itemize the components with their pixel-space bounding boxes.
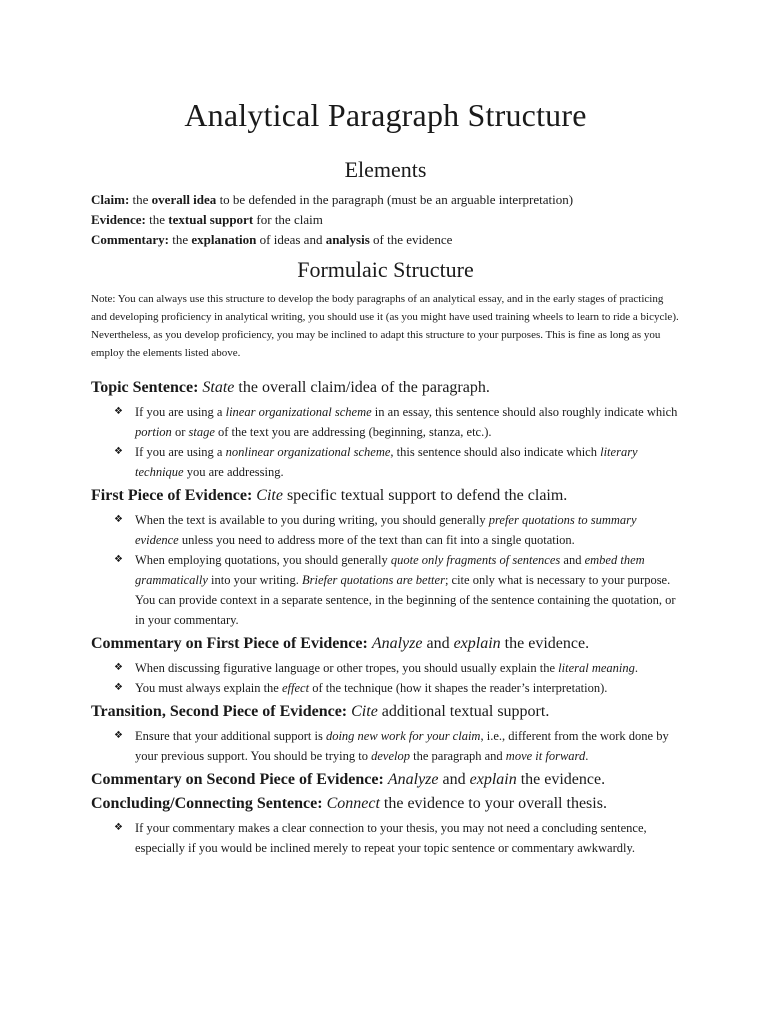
italic-text: Analyze xyxy=(387,771,439,788)
bold-text: First Piece of Evidence: xyxy=(91,487,253,504)
text-run: the xyxy=(145,212,169,227)
bullet-list xyxy=(91,510,680,630)
bold-text: Commentary on Second Piece of Evidence: xyxy=(91,771,384,788)
text-run: the evidence to your overall thesis. xyxy=(379,795,607,812)
bullet-list xyxy=(91,818,680,858)
italic-text: nonlinear organizational scheme xyxy=(225,445,391,459)
text-run: If you are using a xyxy=(135,445,226,459)
bullet-item xyxy=(114,550,680,630)
text-run: into your writing. xyxy=(207,573,303,587)
section-heading xyxy=(91,768,680,792)
diamond-bullet-icon: ❖ xyxy=(114,682,123,693)
bullet-item xyxy=(114,510,680,550)
text-run: unless you need to address more of the text than can fit into a single quotation. xyxy=(178,533,575,547)
italic-text: literal meaning xyxy=(558,661,635,675)
bold-text: Claim: xyxy=(91,192,130,207)
bold-text: Commentary on First Piece of Evidence: xyxy=(91,635,368,652)
text-run: When discussing figurative language or other tropes, you should usually explain the xyxy=(135,661,559,675)
page-title: Analytical Paragraph Structure xyxy=(184,97,587,133)
bullet-item xyxy=(114,658,680,678)
bullet-item xyxy=(114,678,680,698)
text-run: When employing quotations, you should generally xyxy=(135,553,391,567)
text-run: , this sentence should also indicate which xyxy=(390,445,601,459)
bold-text: Topic Sentence: xyxy=(91,379,199,396)
diamond-bullet-icon: ❖ xyxy=(114,446,123,457)
bullet-item xyxy=(114,726,680,766)
bold-text: explanation xyxy=(191,232,257,247)
text-run: or xyxy=(171,425,189,439)
italic-text: Cite xyxy=(351,703,378,720)
italic-text: prefer quotations to summary evidence xyxy=(135,513,637,547)
formulaic-structure-heading: Formulaic Structure xyxy=(297,257,474,282)
bold-text: textual support xyxy=(168,212,254,227)
bullet-item xyxy=(114,402,680,442)
italic-text: stage xyxy=(188,425,215,439)
text-run: the paragraph and xyxy=(410,749,506,763)
italic-text: Analyze xyxy=(371,635,423,652)
text-run: If you are using a xyxy=(135,405,226,419)
text-run: . xyxy=(634,661,639,675)
text-run: ; cite only what is necessary to your purpose. You can provide context in a separate sentence, in the beginning of the sentence containing the quotation, or in your commentary. xyxy=(135,573,676,627)
section-heading xyxy=(91,700,680,724)
text-run: of the technique (how it shapes the reader’s interpretation). xyxy=(309,681,608,695)
text-run: When the text is available to you during writing, you should generally xyxy=(135,513,489,527)
structure-sections xyxy=(91,376,680,858)
text-run: If your commentary makes a clear connection to your thesis, you may not need a concluding sentence, especially if you would be inclined merely to repeat your topic sentence or commentary awkwardly. xyxy=(135,821,647,855)
text-run: additional textual support. xyxy=(377,703,550,720)
note-paragraph: Note: You can always use this structure to develop the body paragraphs of an analytical essay, and in the early stages of practicing and developing proficiency in analytical writing, you should use it (as you might have used training wheels to learn to ride a bicycle). Nevertheless, as you develop proficiency, you may be inclined to adapt this structure to your purposes. This is fine as long as you employ the elements listed above. xyxy=(91,293,679,359)
section-heading xyxy=(91,632,680,656)
text-run: , i.e., different from the work done by your previous support. You should be trying to xyxy=(135,729,669,763)
text-run: you are addressing. xyxy=(183,465,284,479)
text-run: the overall claim/idea of the paragraph. xyxy=(234,379,490,396)
diamond-bullet-icon: ❖ xyxy=(114,514,123,525)
bold-text: overall idea xyxy=(151,192,217,207)
definition-row xyxy=(91,190,680,210)
text-run: and xyxy=(422,635,454,652)
text-run: to be defended in the paragraph (must be an arguable interpretation) xyxy=(216,192,574,207)
italic-text: linear organizational scheme xyxy=(225,405,372,419)
text-run: and xyxy=(438,771,470,788)
definition-row xyxy=(91,210,680,230)
bullet-item xyxy=(114,818,680,858)
bullet-list xyxy=(91,402,680,482)
section-heading xyxy=(91,792,680,816)
bold-text: Concluding/Connecting Sentence: xyxy=(91,795,323,812)
bullet-list xyxy=(91,726,680,766)
diamond-bullet-icon: ❖ xyxy=(114,822,123,833)
italic-text: embed them grammatically xyxy=(135,553,645,587)
text-run: You must always explain the xyxy=(135,681,282,695)
text-run: the xyxy=(129,192,152,207)
text-run: for the claim xyxy=(253,212,323,227)
bullet-list xyxy=(91,658,680,698)
definition-row xyxy=(91,230,680,250)
text-run: the xyxy=(168,232,192,247)
italic-text: quote only fragments of sentences xyxy=(390,553,561,567)
text-run: . xyxy=(585,749,589,763)
italic-text: literary technique xyxy=(135,445,638,479)
diamond-bullet-icon: ❖ xyxy=(114,406,123,417)
italic-text: doing new work for your claim xyxy=(325,729,481,743)
elements-heading: Elements xyxy=(344,157,427,182)
italic-text: develop xyxy=(371,749,410,763)
italic-text: Briefer quotations are better xyxy=(302,573,445,587)
italic-text: State xyxy=(202,379,235,396)
bullet-item xyxy=(114,442,680,482)
text-run: in an essay, this sentence should also roughly indicate which xyxy=(371,405,678,419)
text-run: of the text you are addressing (beginning, stanza, etc.). xyxy=(214,425,492,439)
text-run: of ideas and xyxy=(256,232,326,247)
diamond-bullet-icon: ❖ xyxy=(114,662,123,673)
bold-text: Commentary: xyxy=(91,232,169,247)
section-heading xyxy=(91,376,680,400)
italic-text: explain xyxy=(469,771,517,788)
italic-text: move it forward xyxy=(505,749,586,763)
diamond-bullet-icon: ❖ xyxy=(114,554,123,565)
bold-text: analysis xyxy=(325,232,370,247)
italic-text: effect xyxy=(282,681,310,695)
diamond-bullet-icon: ❖ xyxy=(114,730,123,741)
definitions-list xyxy=(91,190,680,250)
italic-text: Connect xyxy=(326,795,380,812)
section-heading xyxy=(91,484,680,508)
text-run: the evidence. xyxy=(500,635,590,652)
text-run: Ensure that your additional support is xyxy=(135,729,326,743)
text-run: and xyxy=(560,553,585,567)
italic-text: explain xyxy=(453,635,501,652)
italic-text: Cite xyxy=(256,487,283,504)
italic-text: portion xyxy=(135,425,172,439)
bold-text: Evidence: xyxy=(91,212,146,227)
text-run: of the evidence xyxy=(369,232,453,247)
bold-text: Transition, Second Piece of Evidence: xyxy=(91,703,348,720)
text-run: the evidence. xyxy=(516,771,606,788)
text-run: specific textual support to defend the claim. xyxy=(282,487,568,504)
